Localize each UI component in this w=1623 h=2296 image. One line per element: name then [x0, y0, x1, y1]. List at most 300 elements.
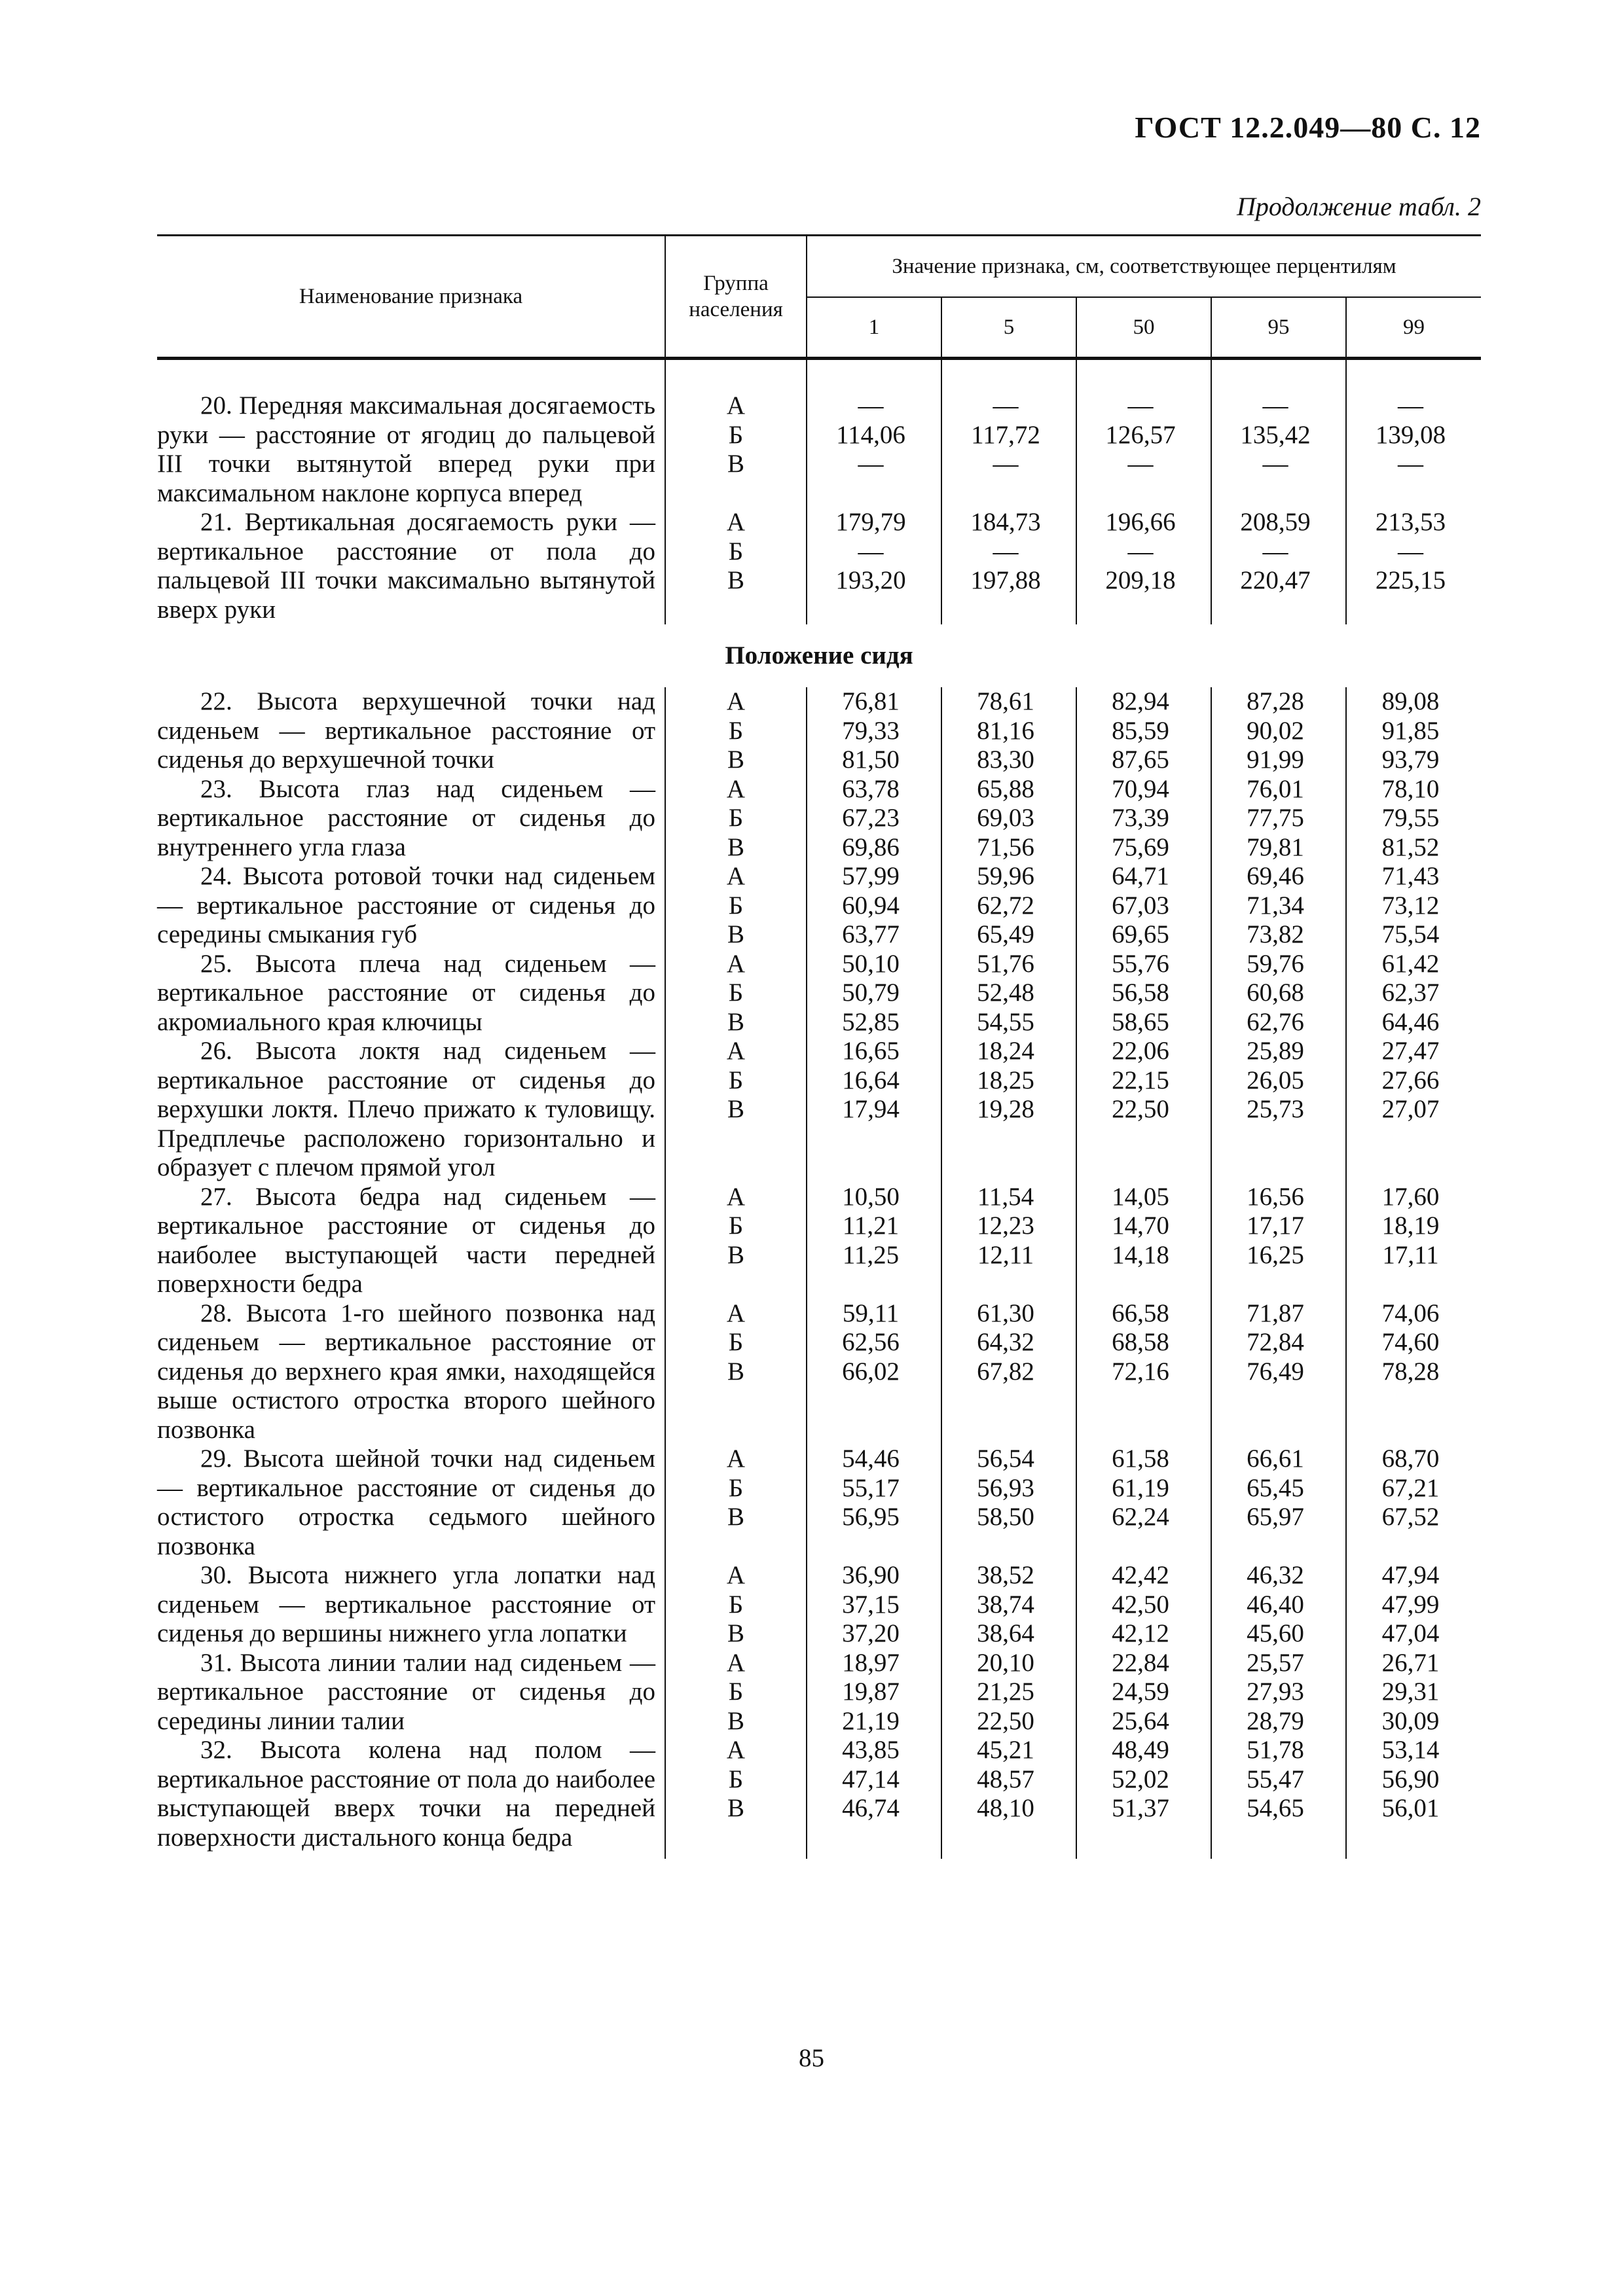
percentile-value: 46,40 [1247, 1590, 1304, 1619]
percentile-value: 11,21 [842, 1211, 900, 1240]
feature-name: 22. Высота верхушечной точки над сиденьем — вертикальное расстояние от сиденья до верхушечной точки [157, 687, 655, 774]
percentile-value: 70,94 [1112, 774, 1169, 803]
percentile-value: 79,33 [842, 716, 900, 745]
percentile-value: 63,78 [842, 774, 900, 803]
population-group: А [726, 1561, 746, 1589]
section-row [157, 624, 1481, 687]
percentile-value-cell [1346, 1736, 1481, 1859]
percentile-value-cell [807, 1037, 941, 1183]
population-group-cell [665, 862, 807, 950]
percentile-value-cell [807, 1444, 941, 1561]
population-group: Б [728, 1328, 744, 1356]
percentile-value: 56,95 [842, 1503, 900, 1531]
feature-name-cell [157, 1299, 665, 1445]
percentile-value: 69,03 [977, 804, 1034, 832]
percentile-value: 25,57 [1247, 1648, 1304, 1677]
percentile-value: 22,50 [1112, 1095, 1169, 1123]
population-group: Б [728, 420, 744, 449]
percentile-value: 17,94 [842, 1095, 900, 1123]
column-header-percentile-99: 99 [1346, 297, 1481, 359]
percentile-value-cell [1346, 775, 1481, 863]
percentile-value-cell [1211, 1444, 1346, 1561]
percentile-value-cell [1076, 1649, 1211, 1736]
percentile-value: 17,17 [1247, 1211, 1304, 1240]
population-group: А [726, 687, 746, 715]
feature-name: 25. Высота плеча над сиденьем — вертикальное расстояние от сиденья до акромиального края ключицы [157, 949, 655, 1036]
population-group: В [727, 1619, 744, 1647]
population-group: А [726, 1736, 746, 1764]
percentile-value: 42,42 [1112, 1561, 1169, 1589]
percentile-value: 27,07 [1381, 1095, 1440, 1123]
percentile-value: 65,49 [977, 920, 1034, 948]
percentile-value: 26,71 [1381, 1648, 1440, 1677]
percentile-value: 51,78 [1247, 1736, 1304, 1764]
feature-name-cell [157, 687, 665, 775]
percentile-value: 42,50 [1112, 1590, 1169, 1619]
population-group-cell [665, 950, 807, 1037]
percentile-value: 62,24 [1112, 1503, 1169, 1531]
percentile-value: 213,53 [1375, 508, 1446, 536]
percentile-value-cell [1211, 687, 1346, 775]
percentile-value: 18,25 [977, 1066, 1034, 1094]
percentile-value-cell [807, 391, 941, 508]
feature-name: 32. Высота колена над полом — вертикальное расстояние от пола до наиболее выступающей вверх точки на передней поверхности дистального конца бедра [157, 1736, 655, 1852]
column-header-name: Наименование признака [299, 285, 523, 308]
population-group-cell [665, 1299, 807, 1445]
table-row [157, 391, 1481, 508]
percentile-value: 28,79 [1247, 1706, 1304, 1735]
percentile-value-cell [1076, 687, 1211, 775]
percentile-value: 36,90 [842, 1561, 900, 1589]
percentile-value: — [1127, 450, 1154, 478]
percentile-value: 58,50 [977, 1503, 1034, 1531]
percentile-value: 71,34 [1247, 891, 1304, 920]
population-group: В [727, 920, 744, 948]
percentile-value: 81,16 [977, 716, 1034, 745]
percentile-value: 89,08 [1381, 687, 1440, 715]
percentile-value-cell [1346, 687, 1481, 775]
percentile-value: 50,79 [842, 978, 900, 1007]
population-group: А [726, 774, 746, 803]
percentile-value-cell [807, 1649, 941, 1736]
percentile-value: 17,60 [1381, 1182, 1440, 1211]
percentile-value: 56,93 [977, 1473, 1034, 1502]
percentile-value: 69,86 [842, 833, 900, 861]
percentile-value-cell [941, 1037, 1076, 1183]
percentile-value-cell [941, 1736, 1076, 1859]
percentile-value: 66,61 [1247, 1444, 1304, 1473]
column-header-percentile-50: 50 [1076, 297, 1211, 359]
population-group: Б [728, 1590, 744, 1619]
percentile-value: 76,81 [842, 687, 900, 715]
percentile-value: 46,32 [1247, 1561, 1304, 1589]
population-group: А [726, 949, 746, 978]
column-header-percentile-95: 95 [1211, 297, 1346, 359]
population-group: А [726, 1037, 746, 1065]
feature-name-cell [157, 1444, 665, 1561]
feature-name-cell [157, 775, 665, 863]
percentile-value: 20,10 [977, 1648, 1034, 1677]
population-group-cell [665, 1561, 807, 1649]
percentile-value: 67,52 [1381, 1503, 1440, 1531]
population-group: А [726, 862, 746, 890]
percentile-value: 75,54 [1381, 920, 1440, 948]
percentile-value: 73,82 [1247, 920, 1304, 948]
percentile-value: 52,85 [842, 1007, 900, 1036]
percentile-value: 55,76 [1112, 949, 1169, 978]
population-group: Б [728, 1066, 744, 1094]
percentile-value-cell [941, 508, 1076, 624]
percentile-value-cell [941, 1649, 1076, 1736]
percentile-value: — [1398, 391, 1424, 420]
percentile-value: 73,39 [1112, 804, 1169, 832]
population-group: Б [728, 891, 744, 920]
percentile-value-cell [1346, 508, 1481, 624]
spacer-cell [1211, 359, 1346, 392]
percentile-value: 83,30 [977, 745, 1034, 774]
percentile-value: 38,64 [977, 1619, 1034, 1647]
percentile-value: 18,97 [842, 1648, 900, 1677]
percentile-value: — [1127, 537, 1154, 565]
percentile-value: 42,12 [1112, 1619, 1169, 1647]
spacer-row [157, 359, 1481, 392]
percentile-value: 22,50 [977, 1706, 1034, 1735]
percentile-value: 91,99 [1247, 745, 1304, 774]
percentile-value-cell [1346, 1183, 1481, 1299]
percentile-value: — [1127, 391, 1154, 420]
population-group: В [727, 1357, 744, 1386]
percentile-value: 56,58 [1112, 978, 1169, 1007]
percentile-value: 51,76 [977, 949, 1034, 978]
percentile-value: — [993, 537, 1019, 565]
population-group: В [727, 833, 744, 861]
percentile-value: 11,54 [977, 1182, 1034, 1211]
percentile-value-cell [941, 1561, 1076, 1649]
percentile-value: 85,59 [1112, 716, 1169, 745]
percentile-value: 62,56 [842, 1328, 900, 1356]
column-header-values: Значение признака, см, соответствующее перцентилям [807, 236, 1481, 298]
percentile-value-cell [1076, 391, 1211, 508]
percentile-value: 26,05 [1247, 1066, 1304, 1094]
feature-name-cell [157, 508, 665, 624]
percentile-value: 22,06 [1112, 1037, 1169, 1065]
percentile-value-cell [807, 1736, 941, 1859]
spacer-cell [665, 359, 807, 392]
percentile-value-cell [1076, 862, 1211, 950]
percentile-value: 67,82 [977, 1357, 1034, 1386]
percentile-value-cell [807, 862, 941, 950]
percentile-value: 11,25 [842, 1240, 900, 1269]
feature-name: 30. Высота нижнего угла лопатки над сиденьем — вертикальное расстояние от сиденья до вершины нижнего угла лопатки [157, 1561, 655, 1647]
percentile-value: 25,89 [1247, 1037, 1304, 1065]
percentile-value: 197,88 [970, 566, 1041, 594]
population-group: В [727, 450, 744, 478]
percentile-value-cell [1211, 1649, 1346, 1736]
percentile-value: 59,76 [1247, 949, 1304, 978]
feature-name: 26. Высота локтя над сиденьем — вертикальное расстояние от сиденья до верхушки локтя. Плечо прижато к туловищу. Предплечье расположено горизонтально и образует с плечом прямой угол [157, 1037, 655, 1181]
percentile-value: — [993, 391, 1019, 420]
percentile-value: 77,75 [1247, 804, 1304, 832]
percentile-value: 18,19 [1381, 1211, 1440, 1240]
spacer-cell [1346, 359, 1481, 392]
percentile-value: 184,73 [970, 508, 1041, 536]
section-title: Положение сидя [725, 641, 913, 670]
table-row [157, 1299, 1481, 1445]
table-row [157, 950, 1481, 1037]
feature-name-cell [157, 1649, 665, 1736]
percentile-value: 22,15 [1112, 1066, 1169, 1094]
table-row [157, 1183, 1481, 1299]
percentile-value: 87,65 [1112, 745, 1169, 774]
table-row [157, 1649, 1481, 1736]
population-group: В [727, 745, 744, 774]
percentile-value: 50,10 [842, 949, 900, 978]
table-row [157, 775, 1481, 863]
population-group: Б [728, 1211, 744, 1240]
percentile-value-cell [1211, 775, 1346, 863]
percentile-value-cell [1346, 1561, 1481, 1649]
percentile-value: 64,46 [1381, 1007, 1440, 1036]
percentile-value: 54,46 [842, 1444, 900, 1473]
population-group: А [726, 391, 746, 420]
percentile-value-cell [941, 1183, 1076, 1299]
feature-name: 24. Высота ротовой точки над сиденьем — вертикальное расстояние от сиденья до середины смыкания губ [157, 862, 655, 948]
population-group: Б [728, 537, 744, 565]
percentile-value-cell [1346, 1299, 1481, 1445]
percentile-value: 71,43 [1381, 862, 1440, 890]
population-group: А [726, 1648, 746, 1677]
percentile-value: 25,73 [1247, 1095, 1304, 1123]
spacer-cell [157, 359, 665, 392]
feature-name-cell [157, 391, 665, 508]
percentile-value-cell [1076, 1183, 1211, 1299]
percentile-value: 220,47 [1240, 566, 1311, 594]
percentile-value: 38,74 [977, 1590, 1034, 1619]
population-group: Б [728, 1765, 744, 1793]
percentile-value-cell [1211, 1736, 1346, 1859]
percentile-value-cell [1076, 1037, 1211, 1183]
percentile-value: 82,94 [1112, 687, 1169, 715]
percentile-value: 45,60 [1247, 1619, 1304, 1647]
percentile-value: 114,06 [836, 420, 905, 449]
percentile-value: 58,65 [1112, 1007, 1169, 1036]
population-group: А [726, 508, 746, 536]
percentile-value: 63,77 [842, 920, 900, 948]
percentile-value: 48,49 [1112, 1736, 1169, 1764]
percentile-value: 193,20 [835, 566, 906, 594]
population-group: Б [728, 978, 744, 1007]
percentile-value-cell [1211, 1561, 1346, 1649]
feature-name-cell [157, 1736, 665, 1859]
percentile-value: 67,23 [842, 804, 900, 832]
page-number: 85 [799, 2044, 824, 2072]
percentile-value: 81,50 [842, 745, 900, 774]
percentile-value: 18,24 [977, 1037, 1034, 1065]
percentile-value-cell [807, 508, 941, 624]
population-group: В [727, 1095, 744, 1123]
percentile-value: 225,15 [1375, 566, 1446, 594]
percentile-value: 16,56 [1247, 1182, 1304, 1211]
table-row [157, 1444, 1481, 1561]
percentile-value-cell [1211, 950, 1346, 1037]
percentile-value: 45,21 [977, 1736, 1034, 1764]
percentile-value: 56,01 [1381, 1794, 1440, 1822]
percentile-value: 72,16 [1112, 1357, 1169, 1386]
percentile-value-cell [941, 950, 1076, 1037]
percentile-value-cell [941, 775, 1076, 863]
percentile-value: 48,10 [977, 1794, 1034, 1822]
percentile-value: 76,49 [1247, 1357, 1304, 1386]
percentile-value: — [1398, 537, 1424, 565]
percentile-value: 47,14 [842, 1765, 900, 1793]
percentile-value: 65,88 [977, 774, 1034, 803]
table-row [157, 687, 1481, 775]
percentile-value: 61,30 [977, 1299, 1034, 1327]
percentile-value: 25,64 [1112, 1706, 1169, 1735]
column-header-group: Группа населения [665, 236, 807, 359]
percentile-value: 55,17 [842, 1473, 900, 1502]
percentile-value-cell [1211, 862, 1346, 950]
percentile-value: 46,74 [842, 1794, 900, 1822]
feature-name-cell [157, 862, 665, 950]
population-group-cell [665, 1649, 807, 1736]
percentile-value: 16,25 [1247, 1240, 1304, 1269]
percentile-value: 73,12 [1381, 891, 1440, 920]
anthropometric-table [157, 234, 1481, 1859]
percentile-value: — [1398, 450, 1424, 478]
percentile-value-cell [941, 391, 1076, 508]
percentile-value-cell [807, 1183, 941, 1299]
percentile-value-cell [941, 1444, 1076, 1561]
percentile-value-cell [1211, 508, 1346, 624]
feature-name: 21. Вертикальная досягаемость руки — вертикальное расстояние от пола до пальцевой III точки максимально вытянутой вверх руки [157, 508, 655, 624]
percentile-value: — [858, 537, 884, 565]
percentile-value-cell [941, 687, 1076, 775]
percentile-value: 30,09 [1381, 1706, 1440, 1735]
feature-name: 27. Высота бедра над сиденьем — вертикальное расстояние от сиденья до наиболее выступающей части передней поверхности бедра [157, 1182, 655, 1298]
feature-name: 20. Передняя максимальная досягаемость руки — расстояние от ягодиц до пальцевой III точки вытянутой вперед руки при максимальном наклоне корпуса вперед [157, 391, 655, 507]
percentile-value-cell [1346, 1649, 1481, 1736]
population-group: В [727, 1794, 744, 1822]
percentile-value: 79,55 [1381, 804, 1440, 832]
percentile-value: 27,93 [1247, 1677, 1304, 1706]
percentile-value-cell [1211, 1183, 1346, 1299]
population-group-cell [665, 508, 807, 624]
population-group: А [726, 1444, 746, 1473]
percentile-value: 62,72 [977, 891, 1034, 920]
feature-name-cell [157, 1561, 665, 1649]
percentile-value: 12,23 [977, 1211, 1034, 1240]
percentile-value: 64,32 [977, 1328, 1034, 1356]
percentile-value: 54,55 [977, 1007, 1034, 1036]
percentile-value: 47,99 [1381, 1590, 1440, 1619]
percentile-value: 59,11 [842, 1299, 900, 1327]
percentile-value: 81,52 [1381, 833, 1440, 861]
percentile-value: 24,59 [1112, 1677, 1169, 1706]
percentile-value: 27,47 [1381, 1037, 1440, 1065]
percentile-value: 61,19 [1112, 1473, 1169, 1502]
population-group: Б [728, 1473, 744, 1502]
percentile-value: — [1262, 450, 1288, 478]
population-group: Б [728, 804, 744, 832]
percentile-value-cell [807, 687, 941, 775]
spacer-cell [1076, 359, 1211, 392]
population-group: В [727, 1240, 744, 1269]
percentile-value: 135,42 [1240, 420, 1311, 449]
percentile-value: 71,87 [1247, 1299, 1304, 1327]
percentile-value: 65,97 [1247, 1503, 1304, 1531]
column-header-percentile-1: 1 [807, 297, 941, 359]
percentile-value-cell [1211, 1299, 1346, 1445]
percentile-value: 53,14 [1381, 1736, 1440, 1764]
percentile-value: — [1262, 537, 1288, 565]
percentile-value: 71,56 [977, 833, 1034, 861]
percentile-value: 74,60 [1381, 1328, 1440, 1356]
percentile-value-cell [807, 775, 941, 863]
percentile-value: 78,28 [1381, 1357, 1440, 1386]
percentile-value: 139,08 [1375, 420, 1446, 449]
population-group: В [727, 1706, 744, 1735]
spacer-cell [941, 359, 1076, 392]
percentile-value: 93,79 [1381, 745, 1440, 774]
percentile-value: 69,65 [1112, 920, 1169, 948]
feature-name: 29. Высота шейной точки над сиденьем — вертикальное расстояние от сиденья до остистого отростка седьмого шейного позвонка [157, 1444, 655, 1560]
percentile-value-cell [1076, 950, 1211, 1037]
percentile-value-cell [1076, 1561, 1211, 1649]
percentile-value: 54,65 [1247, 1794, 1304, 1822]
percentile-value: 21,19 [842, 1706, 900, 1735]
percentile-value-cell [1076, 1444, 1211, 1561]
percentile-value: 16,64 [842, 1066, 900, 1094]
percentile-value-cell [1346, 1037, 1481, 1183]
feature-name: 28. Высота 1-го шейного позвонка над сиденьем — вертикальное расстояние от сиденья до верхнего края ямки, находящейся выше остистого отростка второго шейного позвонка [157, 1299, 655, 1444]
percentile-value: 78,10 [1381, 774, 1440, 803]
percentile-value-cell [807, 1299, 941, 1445]
percentile-value-cell [1346, 391, 1481, 508]
spacer-cell [807, 359, 941, 392]
percentile-value: 14,18 [1112, 1240, 1169, 1269]
table-header [157, 236, 1481, 359]
percentile-value: 48,57 [977, 1765, 1034, 1793]
population-group: В [727, 566, 744, 594]
percentile-value-cell [1211, 391, 1346, 508]
percentile-value: 66,02 [842, 1357, 900, 1386]
population-group-cell [665, 775, 807, 863]
percentile-value: 62,76 [1247, 1007, 1304, 1036]
percentile-value-cell [1076, 775, 1211, 863]
percentile-value: 209,18 [1105, 566, 1176, 594]
population-group-cell [665, 1183, 807, 1299]
percentile-value: 14,70 [1112, 1211, 1169, 1240]
percentile-value: — [993, 450, 1019, 478]
percentile-value: — [858, 391, 884, 420]
percentile-value: 68,70 [1381, 1444, 1440, 1473]
percentile-value: 117,72 [971, 420, 1040, 449]
population-group: В [727, 1503, 744, 1531]
percentile-value: 208,59 [1240, 508, 1311, 536]
population-group: В [727, 1007, 744, 1036]
percentile-value: 55,47 [1247, 1765, 1304, 1793]
percentile-value: 196,66 [1105, 508, 1176, 536]
table-row [157, 1561, 1481, 1649]
percentile-value: 47,94 [1381, 1561, 1440, 1589]
percentile-value: 78,61 [977, 687, 1034, 715]
feature-name-cell [157, 1037, 665, 1183]
percentile-value: 52,48 [977, 978, 1034, 1007]
population-group: Б [728, 1677, 744, 1706]
percentile-value: 179,79 [835, 508, 906, 536]
percentile-value-cell [1346, 1444, 1481, 1561]
